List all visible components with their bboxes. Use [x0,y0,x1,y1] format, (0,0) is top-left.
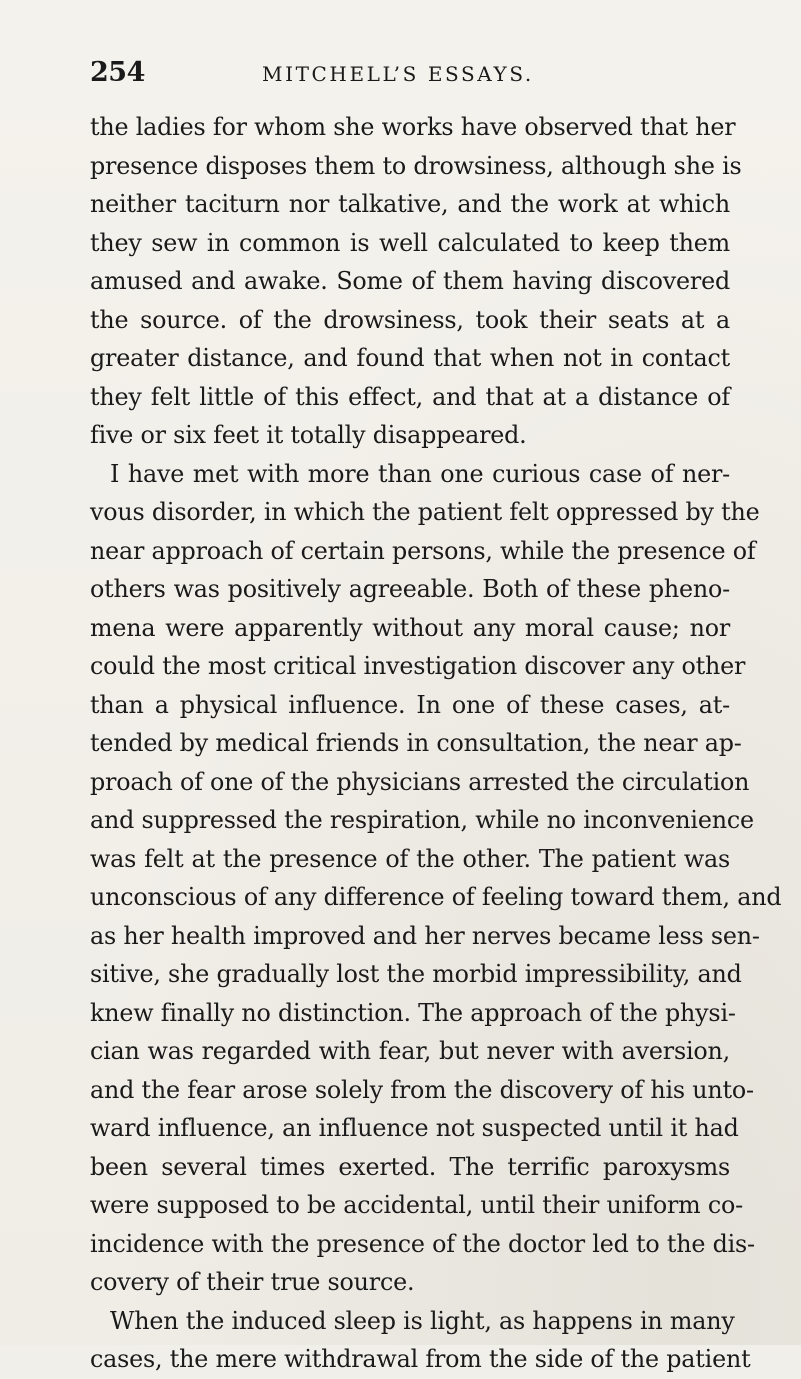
text-line: ward influence, an influence not suspected until it had [90,1114,739,1142]
running-head [90,57,730,91]
text-line: was felt at the presence of the other. The patient was [90,844,730,873]
text-line: they sew in common is well calculated to keep them [90,228,730,257]
text-line: others was positively agreeable. Both of these pheno- [90,575,730,603]
text-line: sitive, she gradually lost the morbid impressibility, and [90,960,742,988]
text-line: knew finally no distinction. The approach of the physi- [90,998,736,1027]
body-text [90,108,782,1379]
text-line: the ladies for whom she works have observed that her [90,113,736,141]
text-line: five or six feet it totally disappeared. [90,421,527,449]
text-line: cian was regarded with fear, but never with aversion, [90,1037,730,1065]
text-line: vous disorder, in which the patient felt oppressed by the [90,498,760,526]
text-line: were supposed to be accidental, until their uniform co- [90,1191,743,1219]
text-line: tended by medical friends in consultation, the near ap- [90,729,742,757]
text-line: than a physical influence. In one of these cases, at- [90,690,730,719]
text-line: proach of one of the physicians arrested the circulation [90,767,750,796]
text-line: neither taciturn nor talkative, and the work at which [90,190,730,218]
text-line: cases, the mere withdrawal from the side of the patient [90,1345,751,1373]
text-line: presence disposes them to drowsiness, although she is [90,151,742,180]
text-line: amused and awake. Some of them having discovered [90,267,730,295]
text-line: I have met with more than one curious case of ner- [110,459,730,488]
text-line: incidence with the presence of the doctor led to the dis- [90,1229,755,1258]
text-line: been several times exerted. The terrific paroxysms [90,1152,730,1181]
text-line: When the induced sleep is light, as happens in many [110,1306,735,1335]
page-number: 254 [90,57,145,88]
text-line: covery of their true source. [90,1268,415,1296]
text-line: and suppressed the respiration, while no inconvenience [90,806,754,834]
text-line: and the fear arose solely from the discovery of his unto- [90,1075,754,1104]
text-line: could the most critical investigation discover any other [90,652,746,680]
text-line: unconscious of any difference of feeling toward them, and [90,883,782,911]
text-line: greater distance, and found that when not in contact [90,344,730,372]
text-line: near approach of certain persons, while the presence of [90,536,756,565]
running-title: MITCHELL’S ESSAYS. [262,62,534,86]
text-line: the source. of the drowsiness, took their seats at a [90,305,730,334]
text-line: they felt little of this effect, and that at a distance of [90,382,730,411]
text-line: as her health improved and her nerves became less sen- [90,921,760,950]
text-line: mena were apparently without any moral cause; nor [90,613,730,642]
